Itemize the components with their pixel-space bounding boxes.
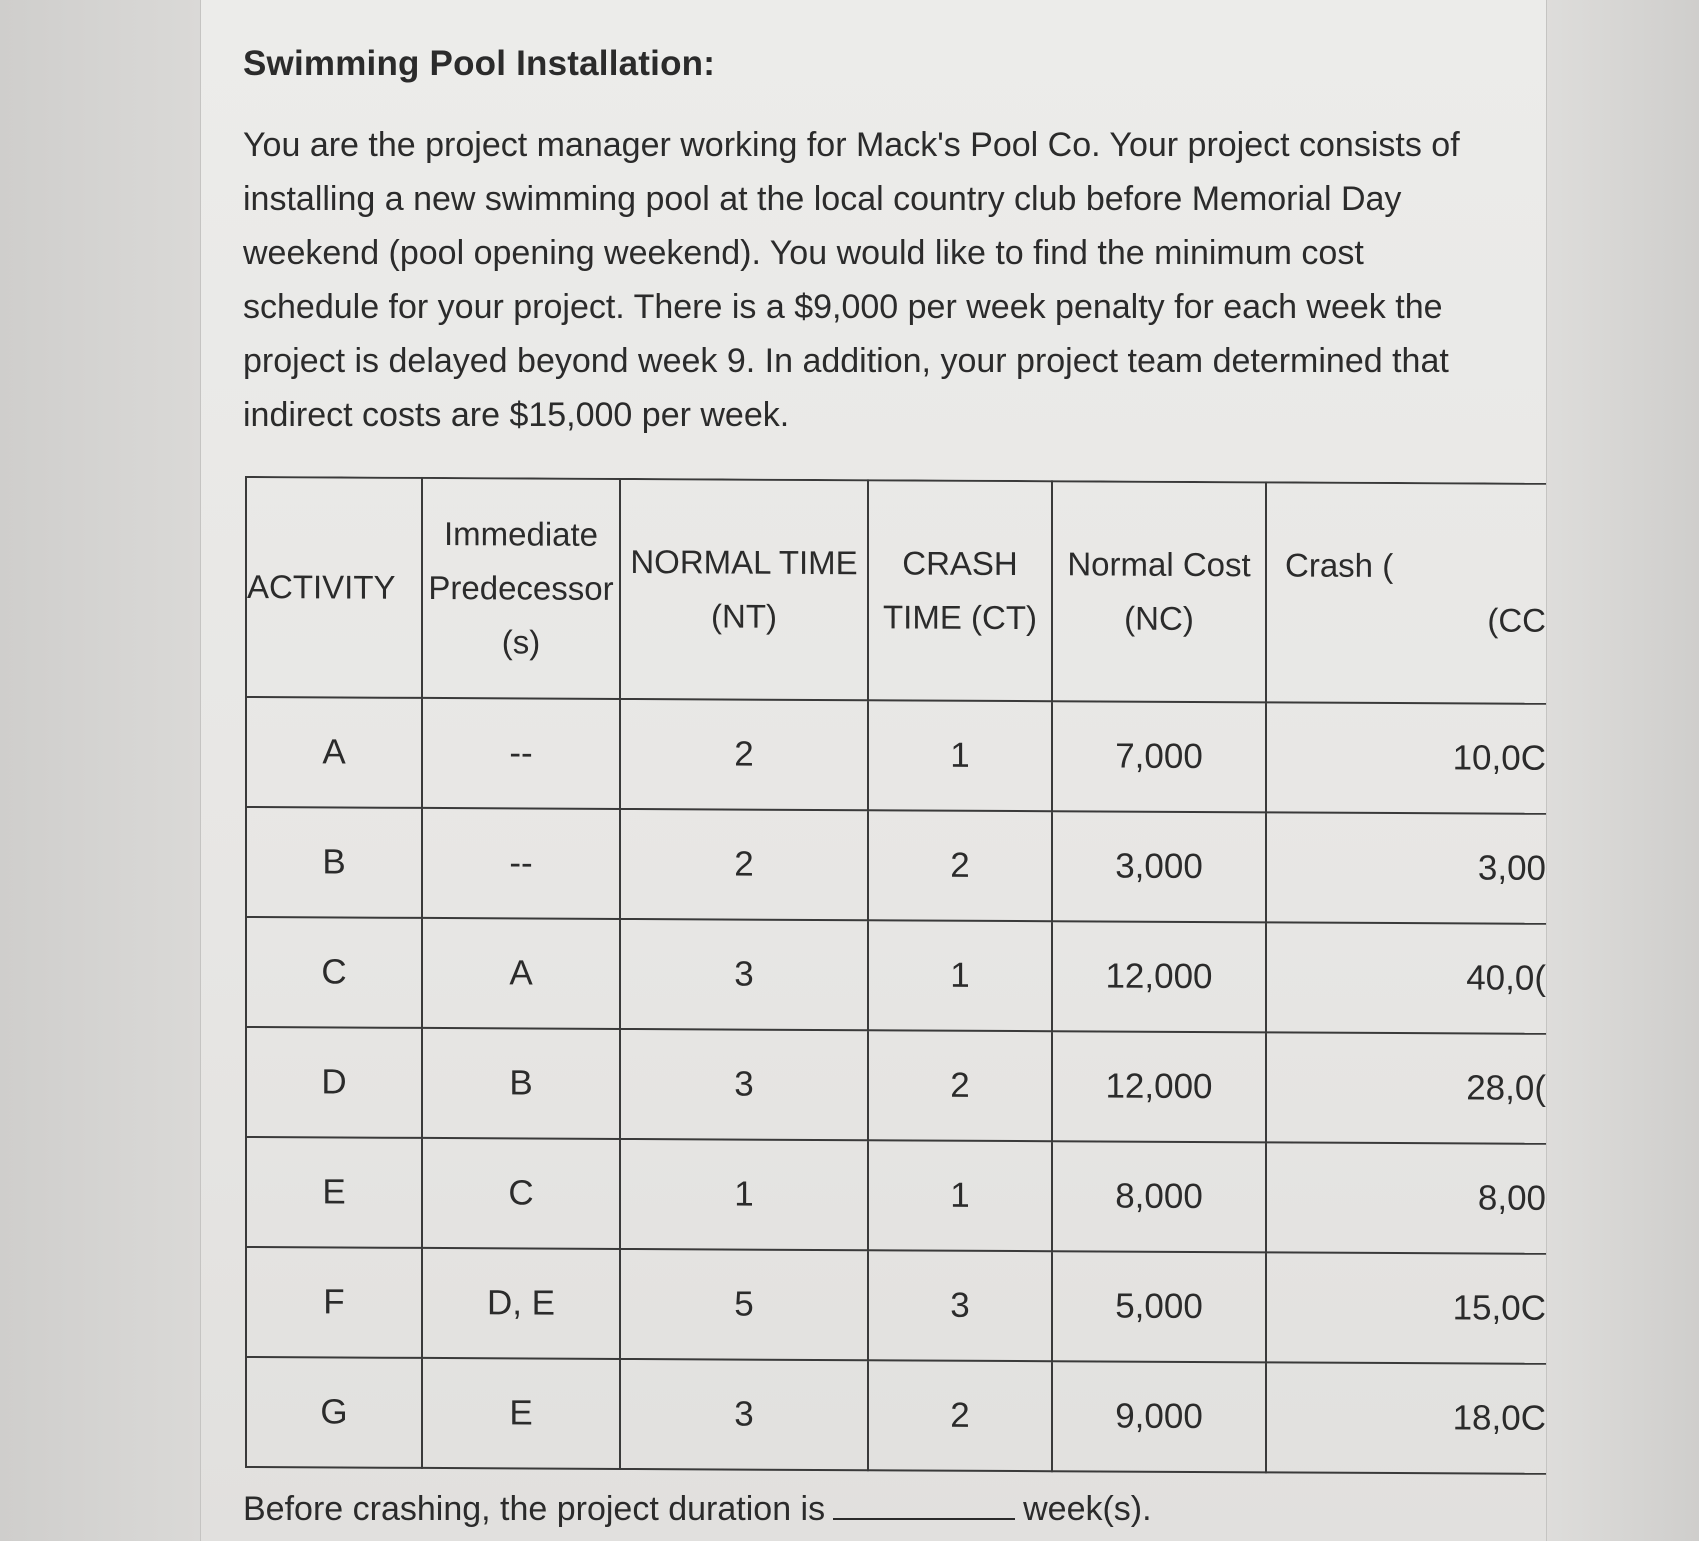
- table-row: [246, 1027, 1546, 1144]
- header-normal-cost-line1: Normal Cost: [1067, 545, 1251, 584]
- cell-activity: C: [246, 917, 422, 1028]
- cell-normal-time: 3: [620, 1029, 868, 1140]
- cell-activity: B: [246, 807, 422, 918]
- table-row: [246, 1357, 1546, 1474]
- cell-crash-cost: 18,0C: [1266, 1362, 1546, 1473]
- cell-crash-cost: 10,0C: [1266, 702, 1546, 813]
- page-title: Swimming Pool Installation:: [243, 44, 716, 83]
- cell-activity: E: [246, 1137, 422, 1248]
- cell-activity: D: [246, 1027, 422, 1138]
- cell-normal-time: 2: [620, 809, 868, 920]
- cell-crash-cost: 28,0(: [1266, 1032, 1546, 1143]
- table-header-row: [246, 477, 1546, 704]
- cell-activity: G: [246, 1357, 422, 1468]
- header-normal-cost-line2: (NC): [1124, 599, 1194, 637]
- cell-normal-cost: 9,000: [1052, 1361, 1266, 1472]
- cell-predecessor: --: [422, 698, 620, 809]
- cell-crash-time: 1: [868, 700, 1052, 811]
- header-activity: [246, 477, 422, 698]
- duration-question-text: Before crashing, the project duration is: [243, 1490, 826, 1528]
- duration-question: [243, 1490, 1152, 1529]
- background-left: [0, 0, 200, 1541]
- cell-crash-time: 2: [868, 1360, 1052, 1471]
- cell-crash-cost: 8,00: [1266, 1142, 1546, 1253]
- cell-normal-time: 5: [620, 1249, 868, 1360]
- cell-normal-time: 3: [620, 1359, 868, 1470]
- cell-crash-time: 2: [868, 1030, 1052, 1141]
- cell-normal-cost: 5,000: [1052, 1251, 1266, 1362]
- header-crash-cost: [1266, 482, 1546, 703]
- cell-normal-time: 1: [620, 1139, 868, 1250]
- header-activity-label: ACTIVITY: [247, 568, 396, 606]
- cell-crash-cost: 3,00: [1266, 812, 1546, 923]
- cell-normal-cost: 7,000: [1052, 701, 1266, 812]
- cell-crash-cost: 40,0(: [1266, 922, 1546, 1033]
- table-row: [246, 1137, 1546, 1254]
- cell-predecessor: D, E: [422, 1248, 620, 1359]
- header-normal-time-line1: NORMAL TIME: [630, 543, 858, 582]
- header-predecessor-line3: (s): [501, 623, 541, 661]
- header-predecessor-line1: Immediate: [443, 515, 599, 553]
- header-crash-time-line2: TIME (CT): [883, 598, 1037, 637]
- cell-crash-time: 2: [868, 810, 1052, 921]
- cell-predecessor: B: [422, 1028, 620, 1139]
- table-row: [246, 917, 1546, 1034]
- table-row: [246, 807, 1546, 924]
- cell-normal-time: 2: [620, 699, 868, 810]
- cell-normal-time: 3: [620, 919, 868, 1030]
- problem-description: You are the project manager working for Mack's Pool Co. Your project consists of installing a new swimming pool at the local country club before Memorial Day weekend (pool opening weekend). You would like to find the minimum cost schedule for your project. There is a $9,000 per week penalty for each week the project is delayed beyond week 9. In addition, your project team determined that indirect costs are $15,000 per week.: [243, 126, 1460, 434]
- table-row: [246, 1247, 1546, 1364]
- cell-predecessor: E: [422, 1358, 620, 1469]
- cell-predecessor: A: [422, 918, 620, 1029]
- cell-normal-cost: 12,000: [1052, 921, 1266, 1032]
- header-normal-cost: [1052, 481, 1266, 702]
- cell-predecessor: C: [422, 1138, 620, 1249]
- cell-crash-time: 1: [868, 920, 1052, 1031]
- header-crash-cost-line2: (CC: [1487, 601, 1546, 639]
- activity-table: [245, 476, 1546, 1475]
- header-predecessor-line2: Predecessor: [428, 568, 614, 607]
- header-normal-time: [620, 479, 868, 700]
- cell-predecessor: --: [422, 808, 620, 919]
- cell-crash-cost: 15,0C: [1266, 1252, 1546, 1363]
- cell-crash-time: 1: [868, 1140, 1052, 1251]
- duration-answer-blank[interactable]: [833, 1492, 1015, 1520]
- cell-normal-cost: 8,000: [1052, 1141, 1266, 1252]
- header-normal-time-line2: (NT): [711, 597, 777, 635]
- header-crash-time-line1: CRASH: [902, 544, 1018, 583]
- header-crash-time: [868, 480, 1052, 701]
- cell-activity: F: [246, 1247, 422, 1358]
- header-predecessor: [422, 478, 620, 699]
- table-row: [246, 697, 1546, 814]
- cell-crash-time: 3: [868, 1250, 1052, 1361]
- activity-table-container: [245, 476, 1546, 1478]
- header-crash-cost-line1: Crash (: [1285, 546, 1394, 585]
- cell-normal-cost: 12,000: [1052, 1031, 1266, 1142]
- cell-normal-cost: 3,000: [1052, 811, 1266, 922]
- document-page: [200, 0, 1547, 1541]
- cell-activity: A: [246, 697, 422, 808]
- duration-unit: week(s).: [1023, 1490, 1152, 1528]
- background-right: [1545, 0, 1699, 1541]
